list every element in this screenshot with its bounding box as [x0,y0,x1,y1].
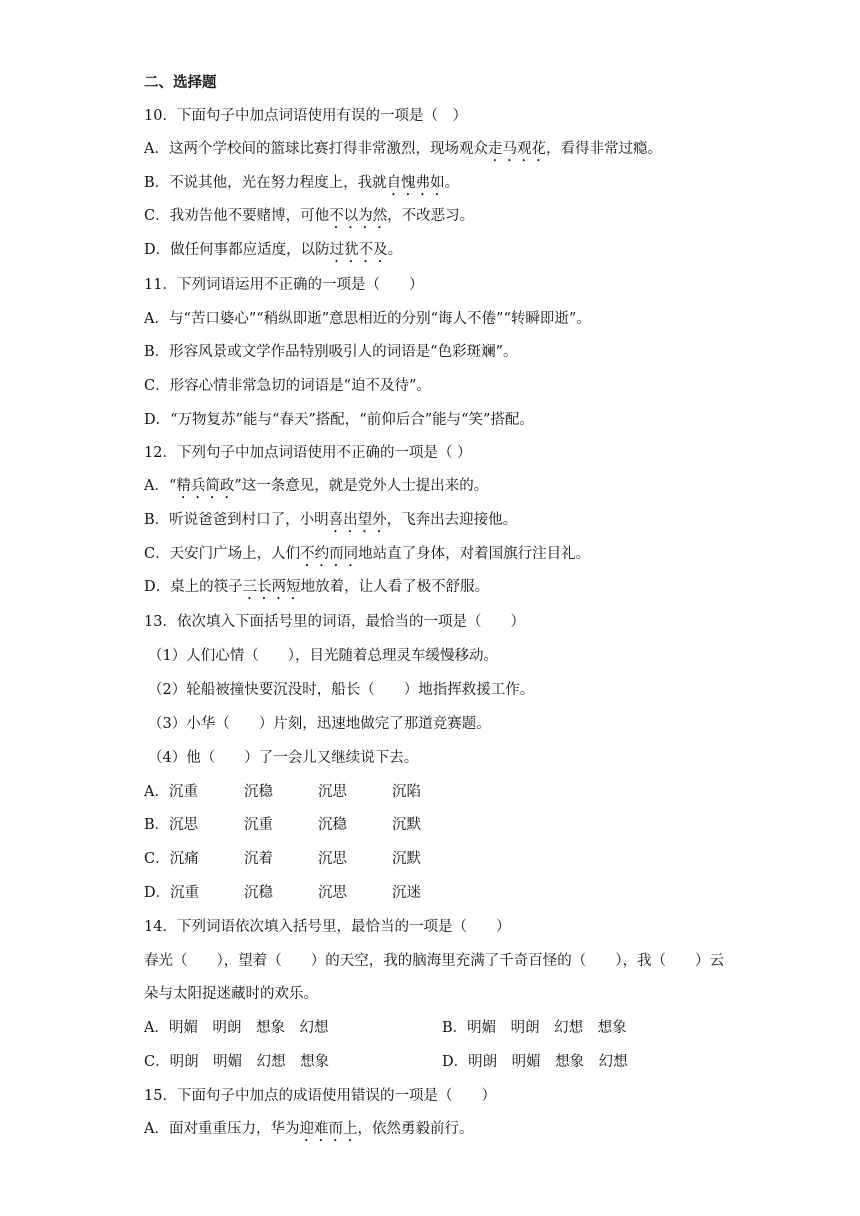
question-14-stem: 14．下列词语依次填入括号里，最恰当的一项是（ ） [144,919,511,935]
q12-b-dotted-word: 喜出望外 [328,512,387,528]
q15-option-a [144,1119,473,1145]
q12-option-c [144,544,590,570]
q12-b-text: B．听说爸爸到村口了，小明 [144,512,329,528]
q13-c-word-3: 沉思 [318,851,347,867]
q13-sentence-2: （2）轮船被撞快要沉没时，船长（ ）地指挥救援工作。 [148,682,535,698]
q10-b-text-end: 。 [444,175,460,191]
q12-a-text-end: ”这一条意见，就是党外人士提出来的。 [234,478,489,494]
q10-b-text: B．不说其他，光在努力程度上，我就 [144,175,387,191]
q10-option-a [144,139,662,165]
q13-b-word-2: 沉重 [244,817,273,833]
q11-option-c: C．形容心情非常急切的词语是“迫不及待”。 [144,378,431,394]
q14-option-a: A．明媚 明朗 想象 幻想 [144,1020,329,1036]
q14-passage-line-2: 朵与太阳捉迷藏时的欢乐。 [144,986,318,1002]
q11-option-b: B．形容风景或文学作品特别吸引人的词语是“色彩斑斓”。 [144,344,518,360]
q12-b-text-end: ，飞奔出去迎接他。 [386,512,518,528]
q12-a-dotted-word: 精兵简政 [176,478,235,494]
q13-a-word-3: 沉思 [318,784,347,800]
q10-option-b [144,173,459,199]
q13-a-word-4: 沉陷 [392,784,421,800]
q13-d-word-1: D．沉重 [144,885,200,901]
q11-option-d: D．“万物复苏”能与“春天”搭配，“前仰后合”能与“笑”搭配。 [144,412,534,428]
q10-a-text-end: ，看得非常过瘾。 [545,141,662,157]
q13-c-word-2: 沉着 [244,851,273,867]
q12-option-d [144,577,489,603]
q13-c-word-4: 沉默 [392,851,421,867]
q10-d-text: D．做任何事都应适度，以防 [144,242,330,258]
q13-d-word-4: 沉迷 [392,885,421,901]
question-11-stem: 11．下列词语运用不正确的一项是（ ） [144,277,424,293]
q13-sentence-3: （3）小华（ ）片刻，迅速地做完了那道竞赛题。 [148,716,491,732]
q13-a-word-2: 沉稳 [244,784,273,800]
q13-b-word-4: 沉默 [392,817,421,833]
q14-option-d: D．明朗 明媚 想象 幻想 [442,1054,628,1070]
q10-a-dotted-word: 走马观花 [487,141,546,157]
q10-a-text: A．这两个学校间的篮球比赛打得非常激烈，现场观众 [144,141,488,157]
q13-a-word-1: A．沉重 [144,784,198,800]
q13-b-word-1: B．沉思 [144,817,199,833]
q10-d-text-end: 。 [387,242,403,258]
q14-option-b: B．明媚 明朗 幻想 想象 [442,1020,627,1036]
q15-a-dotted-word: 迎难而上 [299,1121,358,1137]
q10-c-dotted-word: 不以为然 [329,208,388,224]
q10-c-text: C．我劝告他不要赌博，可他 [144,208,330,224]
question-12-stem: 12．下列句子中加点词语使用不正确的一项是（ ） [144,445,472,461]
q13-sentence-1: （1）人们心情（ ），目光随着总理灵车缓慢移动。 [148,648,498,664]
q12-d-text: D．桌上的筷子 [144,579,243,595]
q10-d-dotted-word: 过犹不及 [329,242,388,258]
question-10-stem: 10．下面句子中加点词语使用有误的一项是（ ） [144,108,467,124]
q13-sentence-4: （4）他（ ）了一会儿又继续说下去。 [148,750,419,766]
section-title: 二、选择题 [144,74,217,91]
q13-c-word-1: C．沉痛 [144,851,199,867]
q12-c-text: C．天安门广场上，人们 [144,546,301,562]
q10-option-d [144,240,402,266]
q10-b-dotted-word: 自愧弗如 [386,175,445,191]
q13-d-word-2: 沉稳 [244,885,273,901]
q10-option-c [144,206,474,232]
q15-a-text: A．面对重重压力，华为 [144,1121,300,1137]
q12-option-b [144,510,517,536]
question-15-stem: 15．下面句子中加点的成语使用错误的一项是（ ） [144,1088,496,1104]
q12-option-a [144,476,488,502]
q13-d-word-3: 沉思 [318,885,347,901]
q12-d-text-end: 地放着，让人看了极不舒服。 [300,579,490,595]
q10-c-text-end: ，不改恶习。 [387,208,475,224]
q12-d-dotted-word: 三长两短 [242,579,301,595]
question-13-stem: 13．依次填入下面括号里的词语，最恰当的一项是（ ） [144,614,525,630]
q11-option-a: A．与“苦口婆心”“稍纵即逝”意思相近的分别“诲人不倦”“转瞬即逝”。 [144,311,591,327]
q13-b-word-3: 沉稳 [318,817,347,833]
q14-option-c: C．明朗 明媚 幻想 想象 [144,1054,330,1070]
q12-c-dotted-word: 不约而同 [300,546,359,562]
q12-a-text: A．“ [144,478,177,494]
q15-a-text-end: ，依然勇毅前行。 [357,1121,474,1137]
q14-passage-line-1: 春光（ ），望着（ ）的天空，我的脑海里充满了千奇百怪的（ ），我（ ）云 [144,953,724,969]
q12-c-text-end: 地站直了身体，对着国旗行注目礼。 [358,546,591,562]
